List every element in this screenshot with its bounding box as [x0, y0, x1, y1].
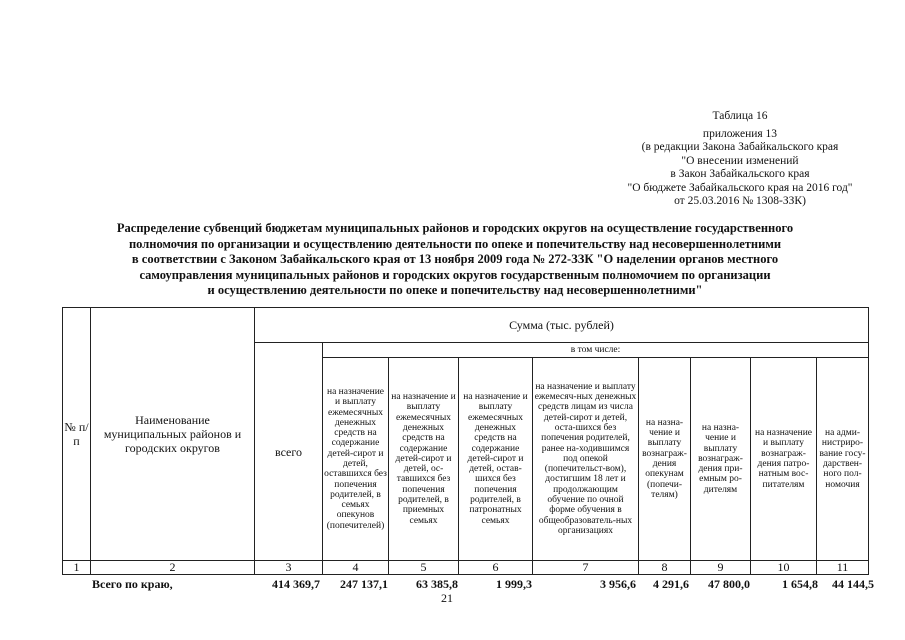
sum-header: Сумма (тыс. рублей): [255, 308, 869, 343]
column-number: 11: [817, 561, 869, 575]
column-number: 8: [639, 561, 691, 575]
column-number: 5: [389, 561, 459, 575]
col-header-guardian-families: на назначение и выплату ежемесячных денежных средств на содержание детей-сирот и детей, оставшихся без попечения родителей, в семьях опекунов (попечителей): [323, 358, 389, 561]
column-number: 10: [751, 561, 817, 575]
column-number: 1: [63, 561, 91, 575]
column-number: 9: [691, 561, 751, 575]
title-line: и осуществлению деятельности по опеке и попечительству над несовершеннолетними": [207, 283, 703, 297]
col-header-number: № п/п: [63, 308, 91, 561]
header-line: от 25.03.2016 № 1308-ЗЗК): [674, 195, 806, 207]
col-header-former-wards: на назначение и выплату ежемесяч-ных денежных средств лицам из числа детей-сирот и детей, оста-шихся без попечения родителей, ранее на-ходившимся под опекой (попечительст-вом), достигшим 18 лет и продолжающим обучение по очной форме обучения в общеобразователь-ных организациях: [533, 358, 639, 561]
totals-label: Всего по краю,: [92, 577, 173, 591]
total-value: 247 137,1: [340, 577, 388, 591]
col-header-guardian-reward: на назна-чение и выплату вознаграж-дения опекунам (попечи-телям): [639, 358, 691, 561]
total-value: 1 654,8: [782, 577, 818, 591]
header-line: "О бюджете Забайкальского края на 2016 год": [627, 181, 853, 194]
column-number: 4: [323, 561, 389, 575]
column-number: 6: [459, 561, 533, 575]
total-value: 63 385,8: [416, 577, 458, 591]
title-line: Распределение субвенций бюджетам муниципальных районов и городских округов на осуществление государственного: [116, 221, 794, 235]
header-line: приложения 13: [702, 127, 778, 140]
col-header-patronage-educator-reward: на назначение и выплату вознаграж-дения патро-натным вос-питателям: [751, 358, 817, 561]
total-value: 4 291,6: [653, 577, 689, 591]
header-line: в Закон Забайкальского края: [670, 168, 810, 180]
page-number: 21: [441, 591, 453, 605]
col-header-total: всего: [255, 343, 323, 561]
column-number: 3: [255, 561, 323, 575]
column-number: 2: [91, 561, 255, 575]
total-value: 44 144,5: [832, 577, 874, 591]
total-value: 414 369,7: [272, 577, 320, 591]
col-header-foster-families: на назначение и выплату ежемесячных денежных средств на содержание детей-сирот и детей, ос-тавшихся без попечения родителей, в приемных семьях: [389, 358, 459, 561]
header-line: "О внесении изменений: [681, 154, 799, 167]
title-line: самоуправления муниципальных районов и городских округов государственным полномочием по организации: [139, 267, 771, 282]
appendix-header: [610, 110, 870, 209]
col-header-administration: на адми-нистриро-вание госу-дарствен-ного пол-номочия: [817, 358, 869, 561]
total-value: 1 999,3: [496, 577, 532, 591]
col-header-patronage-families: на назначение и выплату ежемесячных денежных средств на содержание детей-сирот и детей, остав-шихся без попечения родителей, в патронатных семьях: [459, 358, 533, 561]
title-line: полномочия по организации и осуществлению деятельности по опеке и попечительству над несовершеннолетними: [128, 236, 782, 251]
total-value: 3 956,6: [600, 577, 636, 591]
subsidy-table: [62, 307, 869, 575]
document-title: [60, 221, 850, 299]
total-value: 47 800,0: [708, 577, 750, 591]
header-line: (в редакции Закона Забайкальского края: [641, 141, 839, 153]
title-line: в соответствии с Законом Забайкальского края от 13 ноября 2009 года № 272-ЗЗК "О наделении органов местного: [131, 252, 779, 266]
col-header-name: Наименование муниципальных районов и городских округов: [91, 308, 255, 561]
header-line: Таблица 16: [712, 110, 768, 122]
including-header: в том числе:: [323, 343, 869, 358]
column-number: 7: [533, 561, 639, 575]
col-header-foster-parent-reward: на назна-чение и выплату вознаграж-дения при-емным ро-дителям: [691, 358, 751, 561]
